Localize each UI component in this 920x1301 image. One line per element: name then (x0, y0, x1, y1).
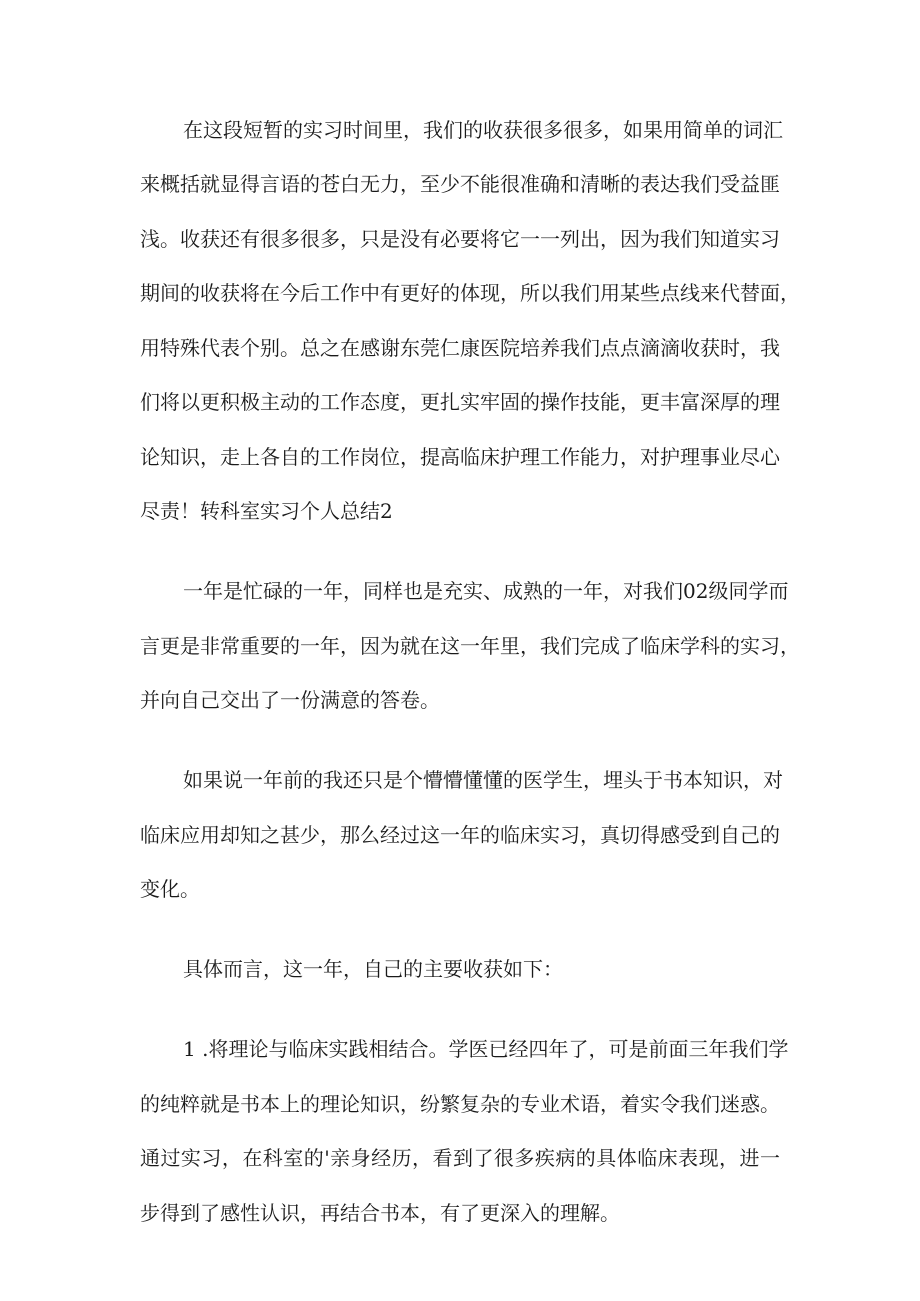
text-line: 言更是非常重要的一年，因为就在这一年里，我们完成了临床学科的实习， (140, 634, 800, 658)
text-line: 具体而言，这一年，自己的主要收获如下： (183, 957, 563, 981)
text-line: 并向自己交出了一份满意的答卷。 (140, 688, 440, 712)
text-line: 临床应用却知之甚少，那么经过这一年的临床实习，真切得感受到自己的 (140, 823, 780, 847)
text-line: 一年是忙碌的一年，同样也是充实、成熟的一年，对我们02级同学而 (183, 579, 789, 603)
text-line: 尽责！转科室实习个人总结2 (140, 499, 393, 523)
text-line: 浅。收获还有很多很多，只是没有必要将它一一列出，因为我们知道实习 (140, 227, 780, 251)
text-line: 步得到了感性认识，再结合书本，有了更深入的理解。 (140, 1201, 620, 1225)
text-line: 1 .将理论与临床实践相结合。学医已经四年了，可是前面三年我们学 (183, 1037, 789, 1061)
text-line: 通过实习，在科室的'亲身经历，看到了很多疾病的具体临床表现，进一 (140, 1146, 780, 1170)
text-line: 在这段短暂的实习时间里，我们的收获很多很多，如果用简单的词汇 (183, 118, 783, 142)
text-line: 论知识，走上各自的工作岗位，提高临床护理工作能力，对护理事业尽心 (140, 445, 780, 469)
text-line: 期间的收获将在今后工作中有更好的体现，所以我们用某些点线来代替面， (140, 281, 800, 305)
text-line: 用特殊代表个别。总之在感谢东莞仁康医院培养我们点点滴滴收获时，我 (140, 336, 780, 360)
text-line: 来概括就显得言语的苍白无力，至少不能很准确和清晰的表达我们受益匪 (140, 172, 780, 196)
text-line: 变化。 (140, 877, 200, 901)
text-line: 的纯粹就是书本上的理论知识，纷繁复杂的专业术语，着实令我们迷惑。 (140, 1092, 780, 1116)
text-line: 如果说一年前的我还只是个懵懵懂懂的医学生，埋头于书本知识，对 (183, 768, 783, 792)
text-line: 们将以更积极主动的工作态度，更扎实牢固的操作技能，更丰富深厚的理 (140, 390, 780, 414)
